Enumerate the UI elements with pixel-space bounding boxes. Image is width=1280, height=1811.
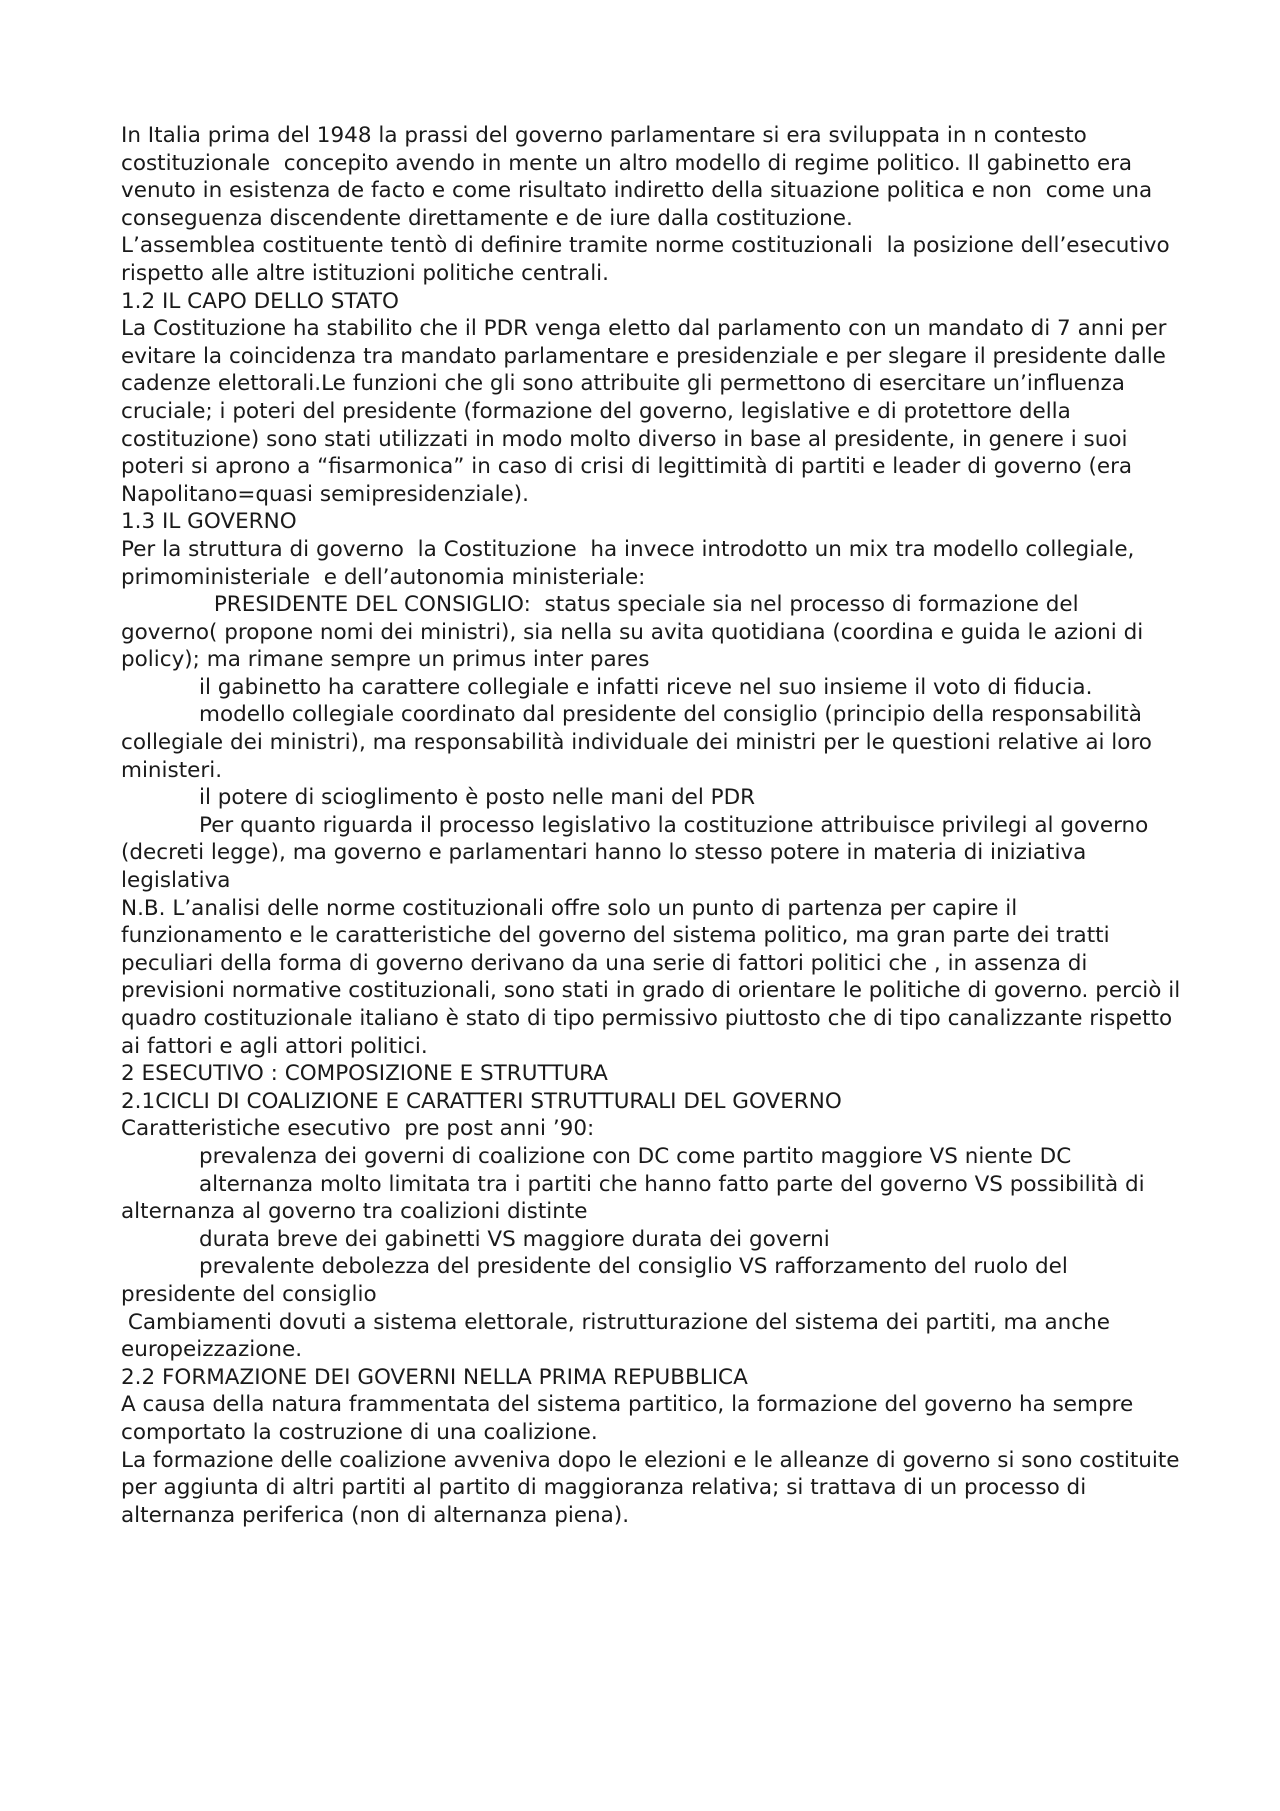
paragraph: Per la struttura di governo la Costituzione ha invece introdotto un mix tra modello collegiale, primoministeriale e dell’autonomia ministeriale: [121, 536, 1142, 590]
section-heading: 1.2 IL CAPO DELLO STATO [121, 288, 399, 314]
paragraph: A causa della natura frammentata del sistema partitico, la formazione del governo ha sempre comportato la costruzione di una coalizione. [121, 1392, 1141, 1445]
document-page [121, 122, 1194, 1529]
paragraph: N.B. L’analisi delle norme costituzionali offre solo un punto di partenza per capire il funzionamento e le caratteristiche del governo del sistema politico, ma gran parte dei tratti peculiari della forma di governo derivano da una serie di fattori politici che , in assenza di previsioni normative costituzionali, sono stati in grado di orientare le politiche di governo. perciò il quadro costituzionale italiano è stato di tipo permissivo piuttosto che di tipo canalizzante rispetto ai fattori e agli attori politici. [121, 895, 1188, 1059]
indented-paragraph: Per quanto riguarda il processo legislativo la costituzione attribuisce privilegi al governo (decreti legge), ma governo e parlamentari hanno lo stesso potere in materia di iniziativa legislativa [121, 812, 1156, 894]
indented-paragraph: prevalente debolezza del presidente del consiglio VS rafforzamento del ruolo del presidente del consiglio [121, 1254, 1075, 1307]
section-heading: 2.2 FORMAZIONE DEI GOVERNI NELLA PRIMA REPUBBLICA [121, 1364, 748, 1390]
section-heading: 2 ESECUTIVO : COMPOSIZIONE E STRUTTURA [121, 1061, 608, 1087]
indented-paragraph: il potere di scioglimento è posto nelle mani del PDR [199, 785, 756, 811]
indented-paragraph: alternanza molto limitata tra i partiti che hanno fatto parte del governo VS possibilità di alternanza al governo tra coalizioni distinte [121, 1171, 1152, 1225]
paragraph: La formazione delle coalizione avveniva dopo le elezioni e le alleanze di governo si sono costituite per aggiunta di altri partiti al partito di maggioranza relativa; si trattava di un processo di alternanza periferica (non di alternanza piena). [121, 1447, 1194, 1528]
indented-paragraph: il gabinetto ha carattere collegiale e infatti riceve nel suo insieme il voto di fiducia. [199, 674, 1093, 700]
paragraph: La Costituzione ha stabilito che il PDR venga eletto dal parlamento con un mandato di 7 anni per evitare la coincidenza tra mandato parlamentare e presidenziale e per slegare il presidente dalle cadenze elettorali.Le funzioni che gli sono attribuite gli permettono di esercitare un’influenza cruciale; i poteri del presidente (formazione del governo, legislative e di protettore della costituzione) sono stati utilizzati in modo molto diverso in base al presidente, in genere i suoi poteri si aprono a “fisarmonica” in caso di crisi di legittimità di partiti e leader di governo (era Napolitano=quasi semipresidenziale). [121, 316, 1174, 507]
paragraph: Caratteristiche esecutivo pre post anni ’90: [121, 1116, 595, 1142]
paragraph: L’assemblea costituente tentò di definire tramite norme costituzionali la posizione dell’esecutivo rispetto alle altre istituzioni politiche centrali. [121, 233, 1177, 286]
indented-paragraph: durata breve dei gabinetti VS maggiore durata dei governi [199, 1226, 830, 1252]
section-heading: 2.1CICLI DI COALIZIONE E CARATTERI STRUTTURALI DEL GOVERNO [121, 1088, 842, 1114]
section-heading: 1.3 IL GOVERNO [121, 509, 297, 535]
indented-paragraph: modello collegiale coordinato dal presidente del consiglio (principio della responsabilità collegiale dei ministri), ma responsabilità individuale dei ministri per le questioni relative ai loro ministeri. [121, 702, 1159, 783]
indented-paragraph: prevalenza dei governi di coalizione con DC come partito maggiore VS niente DC [199, 1143, 1072, 1169]
indented-paragraph: PRESIDENTE DEL CONSIGLIO: status speciale sia nel processo di formazione del governo( propone nomi dei ministri), sia nella su avita quotidiana (coordina e guida le azioni di policy); ma rimane sempre un primus inter pares [121, 592, 1151, 673]
paragraph: In Italia prima del 1948 la prassi del governo parlamentare si era sviluppata in n contesto costituzionale concepito avendo in mente un altro modello di regime politico. Il gabinetto era venuto in esistenza de facto e come risultato indiretto della situazione politica e non come una conseguenza discendente direttamente e de iure dalla costituzione. [121, 123, 1159, 231]
paragraph: Cambiamenti dovuti a sistema elettorale, ristrutturazione del sistema dei partiti, ma anche europeizzazione. [121, 1309, 1117, 1363]
